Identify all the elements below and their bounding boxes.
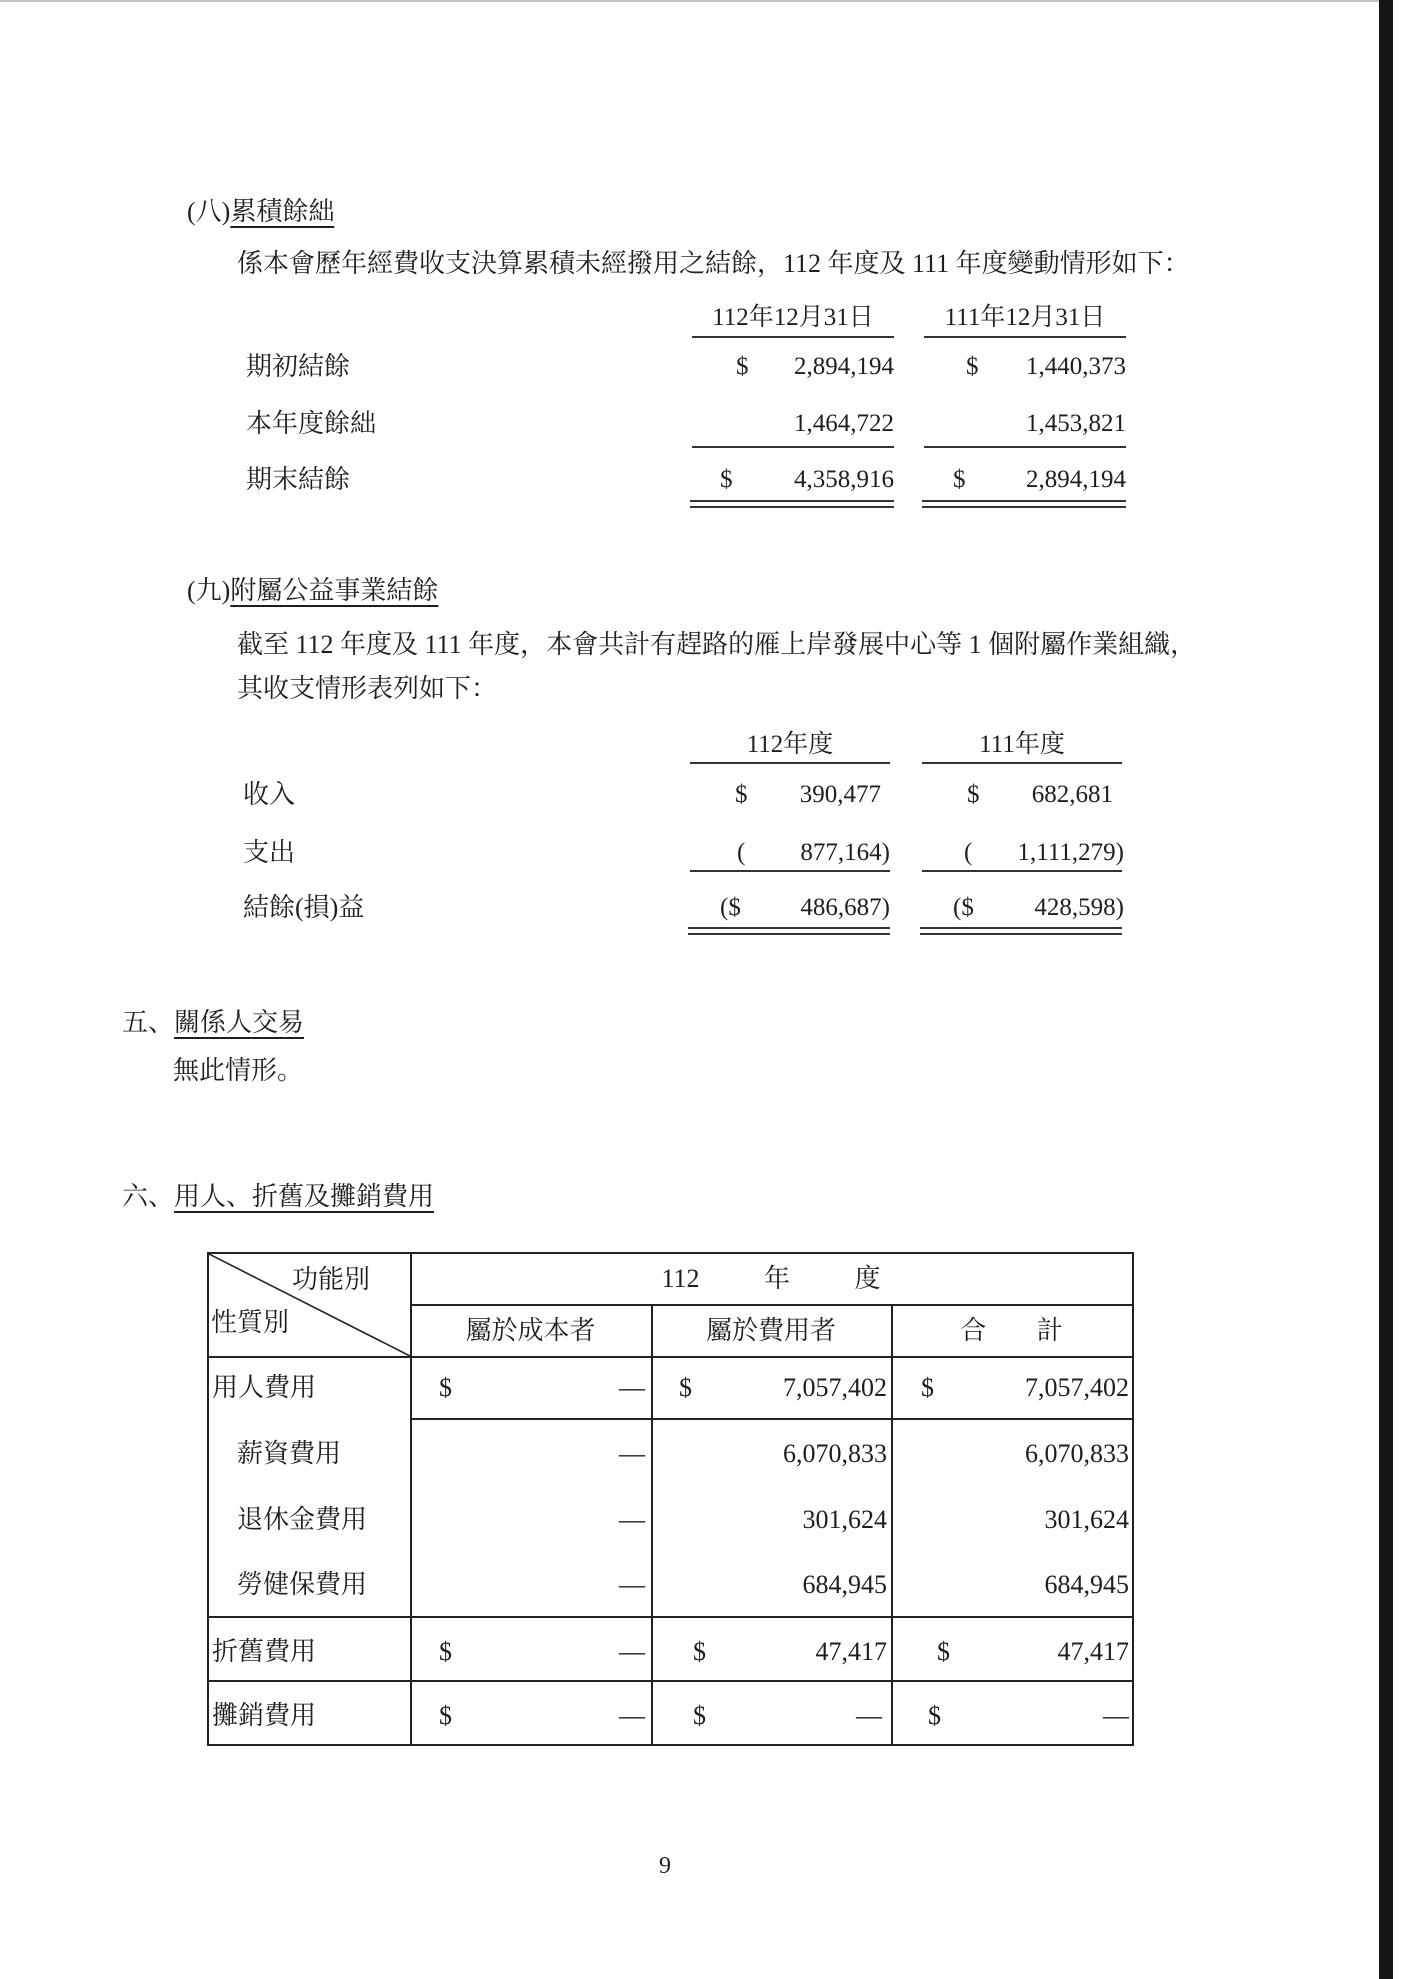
row-label: 勞健保費用 — [237, 1570, 368, 1599]
currency-sign: $ — [953, 466, 966, 493]
open-paren: ( — [964, 839, 973, 866]
corner-header-function: 功能別 — [292, 1265, 371, 1294]
subtotal-underline — [922, 870, 1122, 872]
currency-sign: $ — [693, 1701, 706, 1730]
header-underline — [692, 336, 894, 338]
row-label: 期初結餘 — [246, 352, 351, 381]
currency-sign: $ — [679, 1373, 692, 1402]
row-label: 退休金費用 — [237, 1505, 368, 1534]
page-number: 9 — [659, 1853, 671, 1879]
corner-header-nature: 性質別 — [211, 1308, 290, 1337]
page-right-edge — [1379, 0, 1393, 1979]
section9-column-header-2: 111年度 — [979, 731, 1065, 758]
amount: 4,358,916 — [794, 466, 894, 493]
section8-column-header-1: 112年12月31日 — [712, 304, 874, 331]
section6-title: 用人、折舊及攤銷費用 — [174, 1182, 435, 1211]
row-label: 結餘(損)益 — [243, 893, 365, 922]
amount: 2,894,194 — [1026, 466, 1126, 493]
section8-heading — [187, 197, 334, 227]
total-value: 47,417 — [1057, 1637, 1129, 1666]
amount: 682,681 — [1031, 781, 1113, 808]
subtotal-underline — [924, 446, 1126, 448]
currency-sign: $ — [736, 353, 749, 380]
section6-heading — [122, 1182, 434, 1212]
table-row — [209, 1484, 1132, 1549]
currency-sign: $ — [921, 1373, 934, 1402]
section8-title: 累積餘絀 — [230, 197, 335, 226]
section8-row — [0, 347, 1424, 387]
section9-column-header-1: 112年度 — [746, 731, 834, 758]
table-row — [209, 1549, 1132, 1616]
expense-value: — — [856, 1701, 882, 1730]
cost-value: — — [619, 1439, 645, 1468]
total-value: 7,057,402 — [1025, 1373, 1129, 1402]
total-double-underline — [920, 927, 1122, 929]
cost-value: — — [619, 1570, 645, 1599]
row-divider — [410, 1304, 1132, 1306]
section8-row — [0, 460, 1424, 500]
currency-sign: $ — [966, 353, 979, 380]
total-double-underline — [922, 506, 1126, 508]
table-row — [209, 1680, 1132, 1744]
section9-title: 附屬公益事業結餘 — [230, 576, 439, 605]
total-double-underline — [690, 500, 894, 502]
row-label: 折舊費用 — [212, 1637, 317, 1666]
expense-value: 7,057,402 — [783, 1373, 887, 1402]
section8-number: (八) — [187, 197, 231, 226]
currency-sign: $ — [439, 1373, 452, 1402]
section5-number: 五、 — [122, 1008, 175, 1037]
row-label: 薪資費用 — [237, 1439, 342, 1468]
currency-sign: ($ — [953, 894, 974, 921]
section9-row — [0, 833, 1424, 873]
row-label: 用人費用 — [212, 1373, 317, 1402]
section5-heading — [122, 1008, 304, 1038]
amount: 1,111,279) — [1017, 839, 1124, 866]
amount: 1,464,722 — [794, 410, 894, 437]
row-label: 本年度餘絀 — [246, 409, 377, 438]
amount: 2,894,194 — [794, 353, 894, 380]
amount: 428,598) — [1034, 894, 1124, 921]
section5-title: 關係人交易 — [174, 1008, 305, 1037]
total-double-underline — [920, 933, 1122, 935]
cost-value: — — [619, 1637, 645, 1666]
currency-sign: $ — [439, 1637, 452, 1666]
table-row — [209, 1616, 1132, 1680]
expense-value: 684,945 — [802, 1570, 887, 1599]
total-value: 301,624 — [1044, 1505, 1129, 1534]
section6-number: 六、 — [122, 1182, 175, 1211]
total-value: 684,945 — [1044, 1570, 1129, 1599]
open-paren: ( — [737, 839, 746, 866]
page-top-edge — [0, 0, 1379, 2]
total-value: — — [1103, 1701, 1129, 1730]
total-double-underline — [922, 500, 1126, 502]
column-header-expense: 屬於費用者 — [705, 1316, 836, 1345]
currency-sign: ($ — [720, 894, 741, 921]
cost-value: — — [619, 1701, 645, 1730]
section9-number: (九) — [187, 576, 231, 605]
section9-paragraph-line: 截至 112 年度及 111 年度，本會共計有趕路的雁上岸發展中心等 1 個附屬作業組織， — [237, 630, 1197, 659]
currency-sign: $ — [439, 1701, 452, 1730]
expense-table — [207, 1252, 1134, 1746]
table-row — [209, 1356, 1132, 1418]
row-label: 期末結餘 — [246, 465, 351, 494]
total-double-underline — [688, 933, 890, 935]
expense-value: 47,417 — [815, 1637, 887, 1666]
section9-row — [0, 775, 1424, 815]
section9-paragraph-line: 其收支情形表列如下： — [237, 674, 498, 703]
table-row — [209, 1418, 1132, 1484]
header-underline — [922, 762, 1122, 764]
header-underline — [690, 762, 890, 764]
column-header-cost: 屬於成本者 — [465, 1316, 596, 1345]
year-header: 112 年 度 — [661, 1264, 881, 1293]
amount: 877,164) — [800, 839, 890, 866]
currency-sign: $ — [720, 466, 733, 493]
section8-column-header-2: 111年12月31日 — [944, 304, 1106, 331]
section8-row — [0, 404, 1424, 444]
cost-value: — — [619, 1373, 645, 1402]
total-double-underline — [688, 927, 890, 929]
amount: 1,453,821 — [1026, 410, 1126, 437]
section9-heading — [187, 576, 438, 606]
currency-sign: $ — [967, 781, 980, 808]
amount: 486,687) — [800, 894, 890, 921]
currency-sign: $ — [735, 781, 748, 808]
expense-value: 6,070,833 — [783, 1439, 887, 1468]
row-label: 支出 — [243, 838, 296, 867]
currency-sign: $ — [928, 1701, 941, 1730]
header-underline — [924, 336, 1126, 338]
row-label: 收入 — [243, 780, 296, 809]
section5-body: 無此情形。 — [173, 1056, 304, 1085]
column-header-total: 合 計 — [960, 1316, 1063, 1345]
amount: 390,477 — [799, 781, 881, 808]
section8-paragraph: 係本會歷年經費收支決算累積未經撥用之結餘，112 年度及 111 年度變動情形如下： — [237, 249, 1190, 278]
currency-sign: $ — [693, 1637, 706, 1666]
section9-row — [0, 888, 1424, 928]
amount: 1,440,373 — [1026, 353, 1126, 380]
expense-value: 301,624 — [802, 1505, 887, 1534]
subtotal-underline — [690, 870, 890, 872]
subtotal-underline — [692, 446, 894, 448]
total-double-underline — [690, 506, 894, 508]
cost-value: — — [619, 1505, 645, 1534]
currency-sign: $ — [937, 1637, 950, 1666]
row-label: 攤銷費用 — [212, 1701, 317, 1730]
total-value: 6,070,833 — [1025, 1439, 1129, 1468]
